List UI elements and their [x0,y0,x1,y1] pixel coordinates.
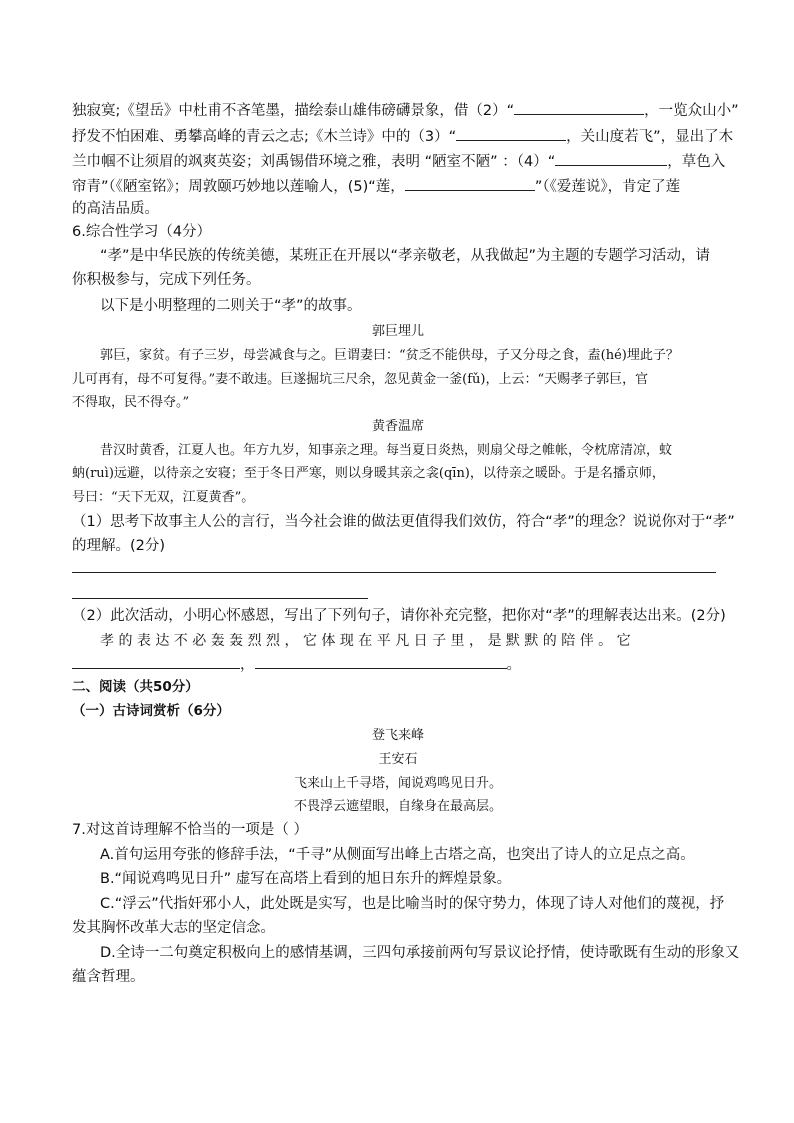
sec5-text: 独寂寞;《望岳》中杜甫不吝笔墨，描绘泰山雄伟磅礴景象，借（2）“ [72,103,515,119]
story1-line-2: 儿可再有，母不可复得。”妻不敢违。巨遂掘坑三尺余，忽见黄金一釜(fǔ)，上云：“天赐孝子郭巨，官 [72,372,649,387]
q6-sub2-line-1: （2）此次活动，小明心怀感恩，写出了下列句子，请你补充完整，把你对“孝”的理解表达出来。(2分) [72,608,726,624]
poem-line-1: 飞来山上千寻塔，闻说鸡鸣见日升。 [293,776,502,791]
answer-line-2[interactable] [72,598,368,599]
q7-option-c-line-2[interactable]: 发其胸怀改革大志的坚定信念。 [72,920,275,936]
q6-intro-1: “孝”是中华民族的传统美德，某班正在开展以“孝亲敬老，从我做起”为主题的专题学习活动，请 [100,248,711,264]
q6-sub1-line-2: 的理解。(2分) [72,538,166,554]
q7-option-b[interactable]: B.“闻说鸡鸣见日升” 虚写在高塔上看到的旭日东升的辉煌景象。 [100,871,512,887]
sec5-line-1 [72,99,739,121]
sec5-text: ”（《爱莲说》，肯定了莲 [534,179,681,195]
q6-intro-2: 你积极参与，完成下列任务。 [72,272,261,288]
q6-sub2-line-3 [72,653,521,675]
q7-option-d-line-1[interactable]: D.全诗一二句奠定积极向上的感情基调，三四句承接前两句写景议论抒情，使诗歌既有生动的形象又 [100,945,740,961]
q7-stem: 7.对这首诗理解不恰当的一项是（ ） [72,822,308,838]
q6-sub1-line-1: （1）思考下故事主人公的言行，当今社会谁的做法更值得我们效仿，符合“孝”的理念？说说你对于“孝” [72,514,735,530]
sec5-text: ，草色入 [667,154,726,170]
story2-line-2: 蚋(ruì)远避，以待亲之安寝；至于冬日严寒，则以身暖其亲之衾(qīn)，以待亲之暖卧。于是名播京师， [72,466,665,481]
story2-title: 黄香温席 [371,419,424,434]
story2-line-1: 昔汉时黄香，江夏人也。年方九岁，知事亲之理。每当夏日炎热，则扇父母之帷帐，令枕席清凉，蚊 [100,443,673,458]
part2-heading: 二、阅读（共50分） [72,679,199,695]
period: 。 [506,657,521,673]
answer-blank-5[interactable] [405,175,535,191]
poem-title: 登飞来峰 [371,728,424,743]
q6-intro-3: 以下是小明整理的二则关于“孝”的故事。 [100,298,362,314]
answer-blank-sentence-2[interactable] [255,653,507,669]
sec5-line-3 [72,150,725,172]
poem-author: 王安石 [378,752,418,767]
sec5-text: ，一览众山小” [644,103,739,119]
poem-line-2: 不畏浮云遮望眼，自缘身在最高层。 [293,799,502,814]
answer-blank-4[interactable] [555,150,667,166]
sec5-line-5: 的高洁品质。 [72,201,159,217]
story1-line-3: 不得取，民不得夺。” [72,395,190,410]
q7-option-a[interactable]: A.首句运用夸张的修辞手法，“千寻”从侧面写出峰上古塔之高，也突出了诗人的立足点之高。 [100,847,695,863]
answer-blank-sentence-1[interactable] [72,653,240,669]
sec5-text: ，关山度若飞”，显出了木 [566,129,734,145]
q6-heading: 6.综合性学习（4分） [72,224,212,240]
answer-blank-3[interactable] [456,125,566,141]
sec5-line-4 [72,175,680,197]
sec5-text: 帘青”（《陋室铭》；周敦颐巧妙地以莲喻人，(5)“莲， [72,179,405,195]
answer-line-1[interactable] [72,572,716,573]
part2-subheading: （一）古诗词赏析（6分） [72,703,230,719]
q7-option-c-line-1[interactable]: C.“浮云”代指奸邪小人，此处既是实写，也是比喻当时的保守势力，体现了诗人对他们的蔑视，抒 [100,896,725,912]
sec5-line-2 [72,125,733,147]
story1-title: 郭巨埋儿 [371,324,424,339]
answer-blank-2[interactable] [514,99,644,115]
story2-line-3: 号曰：“天下无双，江夏黄香”。 [72,490,255,505]
q7-option-d-line-2[interactable]: 蕴含哲理。 [72,969,145,985]
q6-sub2-line-2: 孝 的 表 达 不 必 轰 轰 烈 烈 ， 它 体 现 在 平 凡 日 子 里 ， 是 默 默 的 陪 伴 。 它 [100,633,631,649]
sec5-text: 兰巾帼不让须眉的飒爽英姿；刘禹锡借环境之雅，表明 “陋室不陋” ：（4）“ [72,154,556,170]
sec5-text: 抒发不怕困难、勇攀高峰的青云之志;《木兰诗》中的（3）“ [72,129,457,145]
comma: ， [240,657,255,673]
story1-line-1: 郭巨，家贫。有子三岁，母尝减食与之。巨谓妻曰：“贫乏不能供母，子又分母之食，盍(hé)埋此子？ [100,348,679,363]
